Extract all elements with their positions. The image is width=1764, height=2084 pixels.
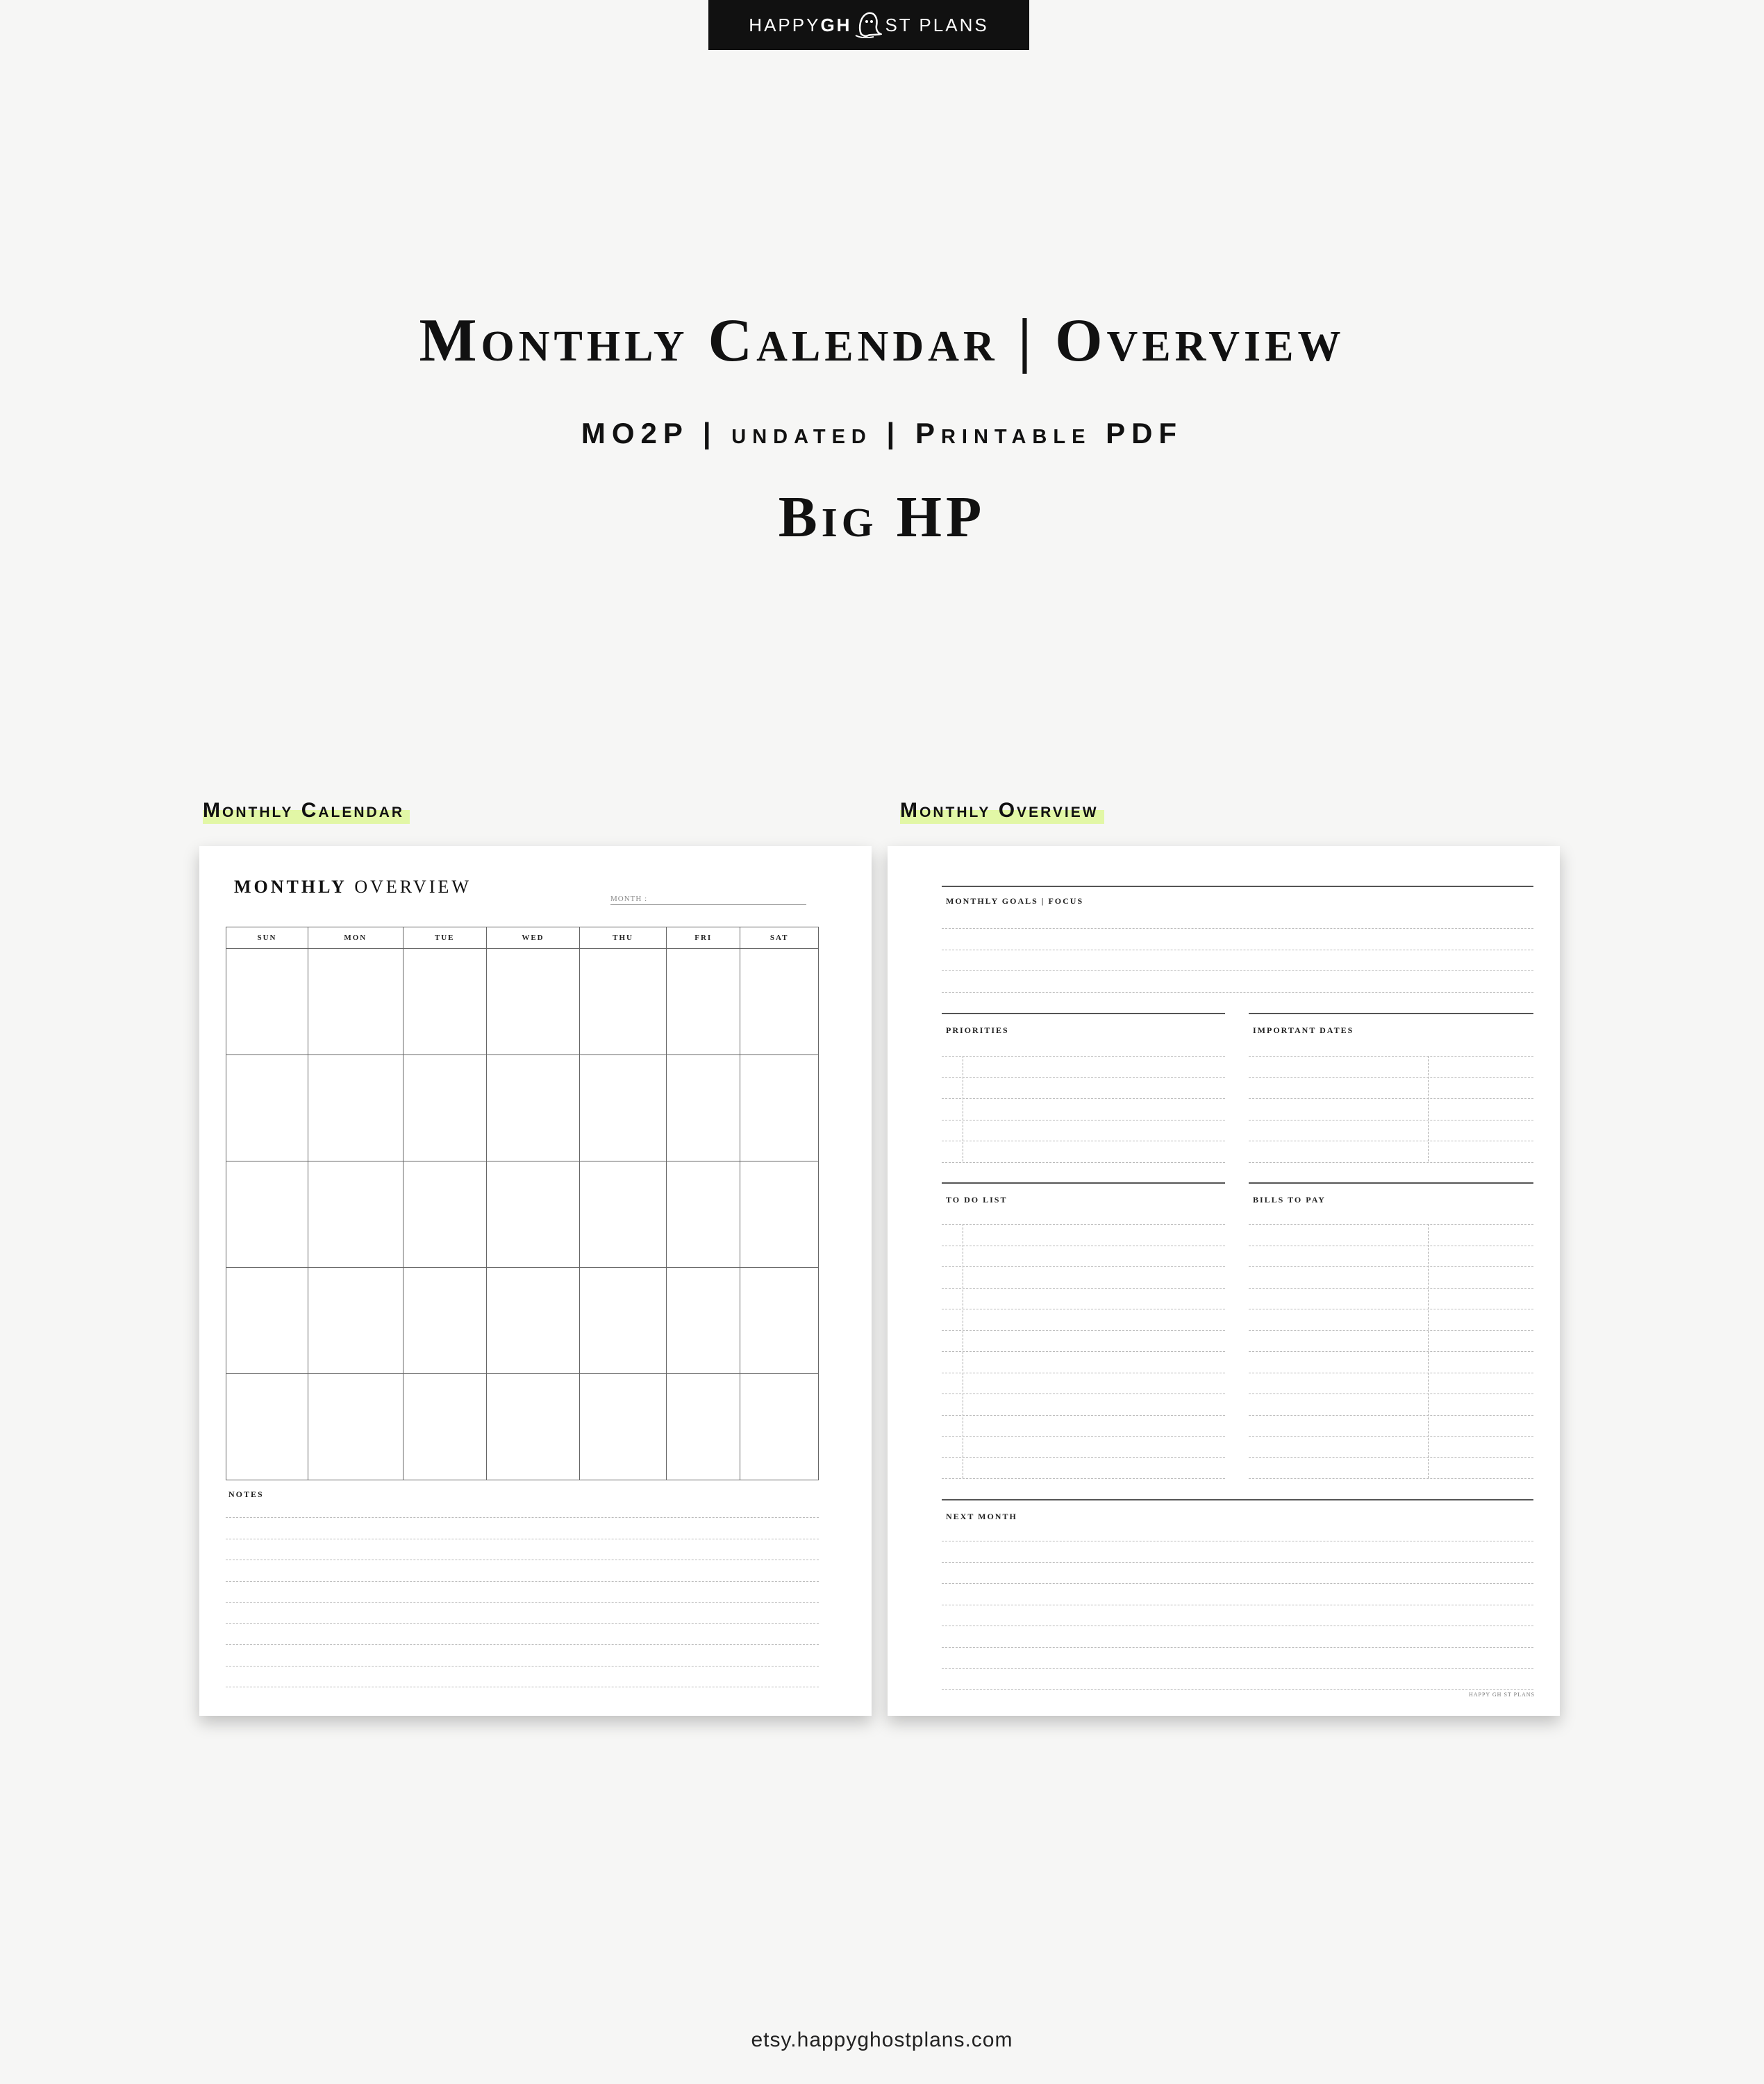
day-header-tue: TUE [403,927,486,949]
writing-line [226,1517,819,1518]
writing-line [942,1330,1225,1331]
writing-line [942,1457,1225,1458]
writing-line [942,970,1533,971]
calendar-title-rest: OVERVIEW [354,877,472,897]
writing-line [226,1623,819,1624]
writing-line [942,1098,1225,1099]
calendar-day-cell [486,1374,579,1480]
calendar-day-cell [580,1374,667,1480]
writing-line [942,1266,1225,1267]
footer-url: etsy.happyghostplans.com [751,2028,1013,2051]
writing-line [226,1666,819,1667]
writing-line [942,1288,1225,1289]
column-divider [1428,1224,1429,1478]
writing-line [1249,1224,1533,1225]
calendar-day-cell [486,949,579,1055]
important-dates-label: IMPORTANT DATES [1253,1025,1354,1035]
writing-line [942,1668,1533,1669]
calendar-day-cell [486,1055,579,1161]
calendar-day-cell [226,1055,308,1161]
day-header-sat: SAT [740,927,819,949]
writing-line [1249,1098,1533,1099]
brand-text-right: ST PLANS [885,14,989,35]
day-header-sun: SUN [226,927,308,949]
calendar-day-cell [226,1374,308,1480]
calendar-day-cell [740,1374,819,1480]
writing-line [226,1581,819,1582]
edition-title: Big HP [778,485,986,549]
writing-line [1249,1056,1533,1057]
calendar-day-cell [226,1268,308,1374]
calendar-page-title [234,877,472,898]
brand-text-left: HAPPY [749,14,821,35]
bills-rule [1249,1182,1533,1184]
monthly-calendar-page [199,846,872,1716]
calendar-day-cell [308,949,403,1055]
writing-line [942,1077,1225,1078]
writing-line [942,992,1533,993]
monthly-calendar-label: Monthly Calendar [203,799,410,824]
writing-line [942,1056,1225,1057]
calendar-day-cell [403,949,486,1055]
writing-line [942,1562,1533,1563]
writing-line [942,1689,1533,1690]
calendar-day-cell [667,1055,740,1161]
writing-line [226,1644,819,1645]
calendar-day-cell [403,1055,486,1161]
calendar-week-row [226,1055,819,1161]
calendar-day-cell [308,1268,403,1374]
calendar-day-cell [403,1268,486,1374]
monthly-overview-label: Monthly Overview [900,799,1104,824]
calendar-day-cell [308,1374,403,1480]
monthly-overview-page [888,846,1560,1716]
writing-line [1249,1077,1533,1078]
calendar-day-cell [580,1268,667,1374]
calendar-week-row [226,949,819,1055]
calendar-day-cell [667,949,740,1055]
writing-line [1249,1162,1533,1163]
writing-line [1249,1266,1533,1267]
calendar-day-cell [308,1055,403,1161]
calendar-day-cell [667,1268,740,1374]
todo-label: TO DO LIST [946,1195,1008,1205]
writing-line [942,1436,1225,1437]
calendar-day-cell [226,949,308,1055]
writing-line [1249,1330,1533,1331]
writing-line [1249,1457,1533,1458]
page-subtitle: MO2P | undated | Printable PDF [581,417,1183,449]
day-header-fri: FRI [667,927,740,949]
column-divider [1428,1056,1429,1161]
calendar-day-cell [580,1161,667,1268]
calendar-day-cell [740,949,819,1055]
page-footer-brand: HAPPY GH ST PLANS [1468,1692,1535,1698]
writing-line [942,1162,1225,1163]
priorities-label: PRIORITIES [946,1025,1009,1035]
calendar-week-row [226,1268,819,1374]
calendar-day-cell [580,949,667,1055]
writing-line [1249,1351,1533,1352]
brand-logo [708,0,1029,50]
calendar-day-cell [308,1161,403,1268]
calendar-grid [226,927,819,1480]
day-header-wed: WED [486,927,579,949]
day-header-mon: MON [308,927,403,949]
page-title: Monthly Calendar | Overview [419,307,1345,374]
day-header-thu: THU [580,927,667,949]
calendar-title-bold: MONTHLY [234,877,347,897]
writing-line [942,1351,1225,1352]
calendar-week-row [226,1374,819,1480]
calendar-day-cell [667,1374,740,1480]
calendar-day-cell [486,1161,579,1268]
writing-line [942,928,1533,929]
priorities-rule [942,1013,1225,1014]
important-dates-rule [1249,1013,1533,1014]
calendar-day-cell [403,1374,486,1480]
writing-line [1249,1415,1533,1416]
bills-label: BILLS TO PAY [1253,1195,1326,1205]
writing-line [1249,1288,1533,1289]
todo-rule [942,1182,1225,1184]
month-field: MONTH : [610,895,806,905]
calendar-day-cell [740,1268,819,1374]
writing-line [1249,1436,1533,1437]
writing-line [226,1602,819,1603]
writing-line [942,1415,1225,1416]
writing-line [942,1224,1225,1225]
calendar-day-cell [667,1161,740,1268]
ghost-icon [854,8,882,43]
calendar-day-cell [580,1055,667,1161]
calendar-day-cell [740,1055,819,1161]
calendar-week-row [226,1161,819,1268]
writing-line [942,1478,1225,1479]
calendar-day-cell [226,1161,308,1268]
notes-label: NOTES [228,1489,264,1499]
goals-label: MONTHLY GOALS | FOCUS [946,896,1084,906]
calendar-day-cell [740,1161,819,1268]
next-month-label: NEXT MONTH [946,1512,1017,1521]
goals-rule [942,886,1533,887]
next-month-rule [942,1499,1533,1500]
writing-line [942,1647,1533,1648]
brand-text-gh: GH [820,14,852,35]
writing-line [942,1583,1533,1584]
calendar-day-cell [486,1268,579,1374]
writing-line [1249,1478,1533,1479]
calendar-day-cell [403,1161,486,1268]
